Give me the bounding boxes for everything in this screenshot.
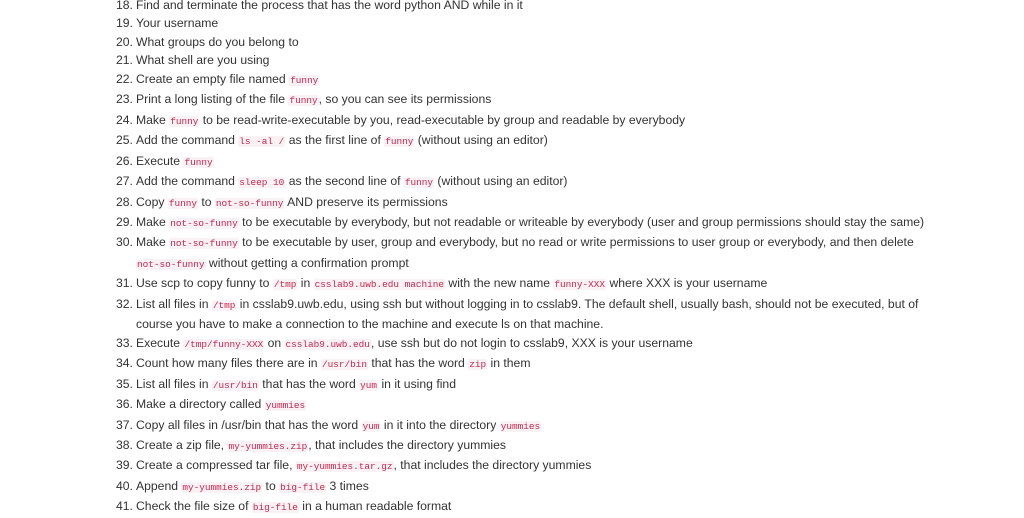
text-segment: Count how many files there are in: [136, 356, 321, 371]
inline-code: funny: [404, 177, 434, 189]
text-segment: that has the word: [367, 356, 469, 371]
text-segment: Check the file size of: [136, 499, 252, 514]
inline-code: big-file: [280, 481, 326, 493]
item-text: [136, 295, 936, 334]
inline-code: yum: [360, 379, 378, 391]
item-number: 40.: [116, 478, 133, 493]
text-segment: in: [297, 276, 314, 291]
text-segment: in them: [487, 356, 531, 371]
text-segment: in it using find: [378, 376, 456, 391]
inline-code: ls -al /: [239, 136, 285, 148]
text-segment: Make: [136, 112, 170, 127]
item-text: [136, 334, 936, 354]
text-segment: Make: [136, 235, 170, 250]
text-segment: List all files in: [136, 296, 212, 311]
inline-code: yum: [362, 420, 380, 432]
inline-code: csslab9.uwb.edu machine: [314, 279, 445, 291]
text-segment: Your username: [136, 16, 219, 31]
text-segment: Create a zip file,: [136, 437, 228, 452]
list-item: [116, 497, 936, 517]
inline-code: yummies: [500, 420, 541, 432]
text-segment: as the first line of: [285, 133, 385, 148]
inline-code: funny-XXX: [554, 279, 606, 291]
item-text: [136, 354, 936, 374]
item-text: [136, 193, 936, 213]
item-number: 32.: [116, 296, 133, 311]
text-segment: without getting a confirmation prompt: [205, 255, 409, 270]
inline-code: /usr/bin: [321, 359, 367, 371]
text-segment: Add the command: [136, 174, 239, 189]
text-segment: Use scp to copy funny to: [136, 276, 273, 291]
item-text: [136, 436, 936, 456]
text-segment: Make: [136, 214, 170, 229]
item-number: 30.: [116, 235, 133, 250]
text-segment: with the new name: [445, 276, 554, 291]
item-text: [136, 233, 936, 274]
text-segment: , that includes the directory yummies: [393, 458, 592, 473]
inline-code: yummies: [265, 400, 306, 412]
item-text: [136, 497, 936, 517]
list-item: [116, 375, 936, 395]
inline-code: /tmp: [212, 299, 236, 311]
item-number: 39.: [116, 458, 133, 473]
inline-code: not-so-funny: [215, 197, 284, 209]
text-segment: Execute: [136, 153, 184, 168]
inline-code: big-file: [252, 502, 298, 514]
list-item: [116, 33, 936, 51]
list-item: [116, 14, 936, 32]
inline-code: csslab9.uwb.edu: [285, 338, 370, 350]
item-number: 21.: [116, 53, 133, 68]
inline-code: sleep 10: [239, 177, 285, 189]
text-segment: to be executable by everybody, but not readable or writeable by everybody (user and group permissions should stay the same): [238, 214, 925, 229]
item-number: 41.: [116, 499, 133, 514]
text-segment: to: [262, 478, 280, 493]
item-text: [136, 152, 936, 172]
text-segment: that has the word: [258, 376, 360, 391]
list-item: [116, 334, 936, 354]
text-segment: Copy all files in /usr/bin that has the word: [136, 417, 362, 432]
text-segment: to: [197, 194, 215, 209]
text-segment: Make a directory called: [136, 397, 265, 412]
text-segment: 3 times: [326, 478, 369, 493]
list-item: [116, 0, 936, 14]
text-segment: as the second line of: [285, 174, 404, 189]
item-text: [136, 33, 936, 51]
text-segment: , so you can see its permissions: [318, 92, 492, 107]
item-number: 33.: [116, 335, 133, 350]
item-number: 24.: [116, 112, 133, 127]
item-text: [136, 416, 936, 436]
inline-code: my-yummies.zip: [228, 440, 308, 452]
text-segment: Create a compressed tar file,: [136, 458, 296, 473]
item-number: 23.: [116, 92, 133, 107]
item-number: 35.: [116, 376, 133, 391]
list-item: [116, 152, 936, 172]
task-list: [116, 0, 936, 518]
inline-code: not-so-funny: [170, 238, 238, 250]
item-number: 36.: [116, 397, 133, 412]
text-segment: Find and terminate the process that has the word python AND while in it: [136, 0, 523, 12]
text-segment: Execute: [136, 335, 184, 350]
item-text: [136, 274, 936, 294]
inline-code: funny: [385, 136, 414, 148]
item-number: 28.: [116, 194, 133, 209]
item-number: 31.: [116, 276, 133, 291]
text-segment: What groups do you belong to: [136, 34, 299, 49]
item-text: [136, 14, 936, 32]
inline-code: funny: [168, 197, 197, 209]
item-text: [136, 90, 936, 110]
text-segment: Create an empty file named: [136, 71, 290, 86]
item-number: 25.: [116, 133, 133, 148]
inline-code: /usr/bin: [212, 379, 258, 391]
inline-code: zip: [469, 359, 487, 371]
list-item: [116, 172, 936, 192]
item-text: [136, 395, 936, 415]
inline-code: funny: [184, 156, 213, 168]
text-segment: (without using an editor): [414, 133, 548, 148]
list-item: [116, 395, 936, 415]
text-segment: in a human readable format: [298, 499, 452, 514]
text-segment: , use ssh but do not login to csslab9, XXX is your username: [370, 335, 693, 350]
inline-code: funny: [290, 74, 319, 86]
item-number: 29.: [116, 214, 133, 229]
inline-code: my-yummies.zip: [182, 481, 262, 493]
inline-code: my-yummies.tar.gz: [296, 461, 393, 473]
text-segment: on: [264, 335, 285, 350]
list-item: [116, 274, 936, 294]
inline-code: funny: [170, 115, 199, 127]
text-segment: where XXX is your username: [606, 276, 768, 291]
assignment-document: [116, 0, 936, 518]
list-item: [116, 70, 936, 90]
text-segment: (without using an editor): [434, 174, 568, 189]
list-item: [116, 295, 936, 334]
list-item: [116, 233, 936, 274]
inline-code: not-so-funny: [137, 258, 205, 270]
list-item: [116, 51, 936, 69]
item-number: 37.: [116, 417, 133, 432]
item-text: [136, 51, 936, 69]
item-text: [136, 0, 936, 14]
inline-code: /tmp/funny-XXX: [184, 338, 264, 350]
text-segment: Add the command: [136, 133, 239, 148]
item-text: [136, 456, 936, 476]
text-segment: in csslab9.uwb.edu, using ssh but without logging in to csslab9. The default shell, usually bash, should not be executed, but of course you have to make a connection to the machine and execute ls on that machine.: [136, 296, 919, 332]
item-number: 27.: [116, 174, 133, 189]
inline-code: funny: [289, 95, 318, 107]
list-item: [116, 436, 936, 456]
item-text: [136, 477, 936, 497]
item-number: 22.: [116, 71, 133, 86]
list-item: [116, 131, 936, 151]
text-segment: List all files in: [136, 376, 212, 391]
text-segment: , that includes the directory yummies: [308, 437, 507, 452]
text-segment: Copy: [136, 194, 168, 209]
inline-code: not-so-funny: [170, 217, 238, 229]
item-text: [136, 172, 936, 192]
list-item: [116, 416, 936, 436]
text-segment: AND preserve its permissions: [284, 194, 448, 209]
text-segment: Append: [136, 478, 182, 493]
list-item: [116, 213, 936, 233]
list-item: [116, 477, 936, 497]
list-item: [116, 90, 936, 110]
item-text: [136, 111, 936, 131]
text-segment: to be read-write-executable by you, read-executable by group and readable by everybody: [199, 112, 686, 127]
item-number: 18.: [116, 0, 133, 12]
item-number: 20.: [116, 34, 133, 49]
list-item: [116, 111, 936, 131]
inline-code: /tmp: [273, 279, 297, 291]
text-segment: Print a long listing of the file: [136, 92, 289, 107]
item-text: [136, 131, 936, 151]
item-number: 19.: [116, 16, 133, 31]
list-item: [116, 354, 936, 374]
text-segment: What shell are you using: [136, 53, 270, 68]
item-number: 34.: [116, 356, 133, 371]
list-item: [116, 456, 936, 476]
item-number: 38.: [116, 437, 133, 452]
item-text: [136, 213, 936, 233]
text-segment: in it into the directory: [380, 417, 500, 432]
item-text: [136, 375, 936, 395]
item-number: 26.: [116, 153, 133, 168]
list-item: [116, 193, 936, 213]
text-segment: to be executable by user, group and everybody, but no read or write permissions to user group or everybody, and then delete: [238, 235, 914, 250]
item-text: [136, 70, 936, 90]
